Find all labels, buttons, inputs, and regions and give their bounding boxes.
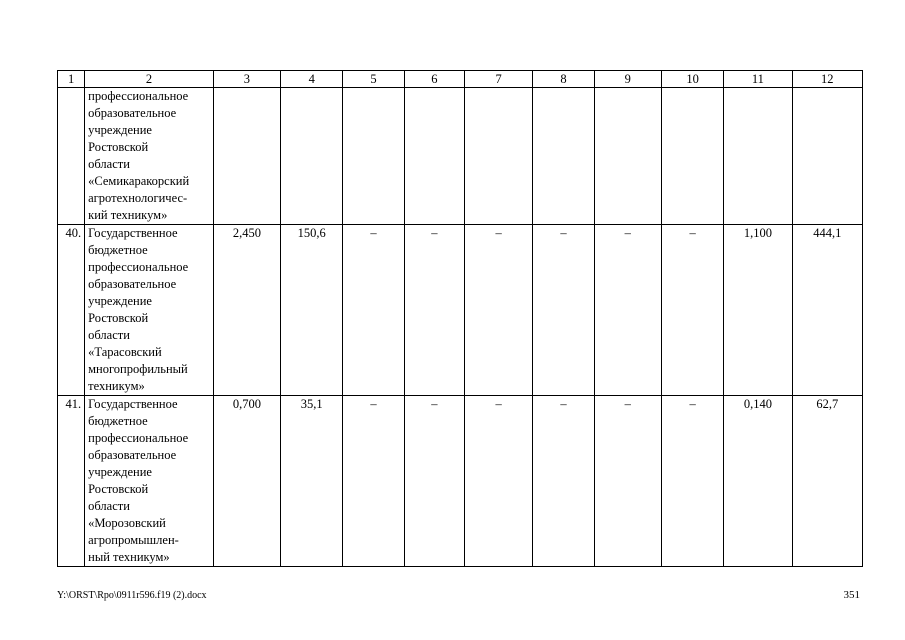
header-cell: 7 [464, 71, 532, 88]
value-cell: 2,450 [213, 225, 280, 396]
value-cell: – [533, 396, 594, 567]
value-cell: – [594, 225, 661, 396]
value-cell [404, 88, 464, 225]
footer-file-path: Y:\ORST\Rpo\0911r596.f19 (2).docx [57, 590, 207, 601]
value-cell: – [343, 396, 404, 567]
institution-name: Государственное бюджетное профессиональное образовательное учреждение Ростовской области «Морозовский агропромышлен- ный техникум» [85, 396, 214, 567]
institution-name: профессиональное образовательное учреждение Ростовской области «Семикаракорский агротехнологичес- кий техникум» [85, 88, 214, 225]
value-cell [661, 88, 723, 225]
value-cell [464, 88, 532, 225]
header-cell: 3 [213, 71, 280, 88]
value-cell: 444,1 [792, 225, 862, 396]
value-cell [724, 88, 792, 225]
table-header-row [58, 71, 863, 88]
row-number: 41. [58, 396, 85, 567]
value-cell [792, 88, 862, 225]
row-number: 40. [58, 225, 85, 396]
value-cell: – [533, 225, 594, 396]
value-cell [213, 88, 280, 225]
table-row [58, 225, 863, 396]
table-row [58, 396, 863, 567]
header-cell: 1 [58, 71, 85, 88]
header-cell: 5 [343, 71, 404, 88]
value-cell [594, 88, 661, 225]
header-cell: 2 [85, 71, 214, 88]
value-cell: 62,7 [792, 396, 862, 567]
header-cell: 4 [281, 71, 343, 88]
table-row [58, 88, 863, 225]
page-number: 351 [843, 589, 860, 601]
header-cell: 10 [661, 71, 723, 88]
value-cell: 1,100 [724, 225, 792, 396]
value-cell: 35,1 [281, 396, 343, 567]
value-cell: – [464, 396, 532, 567]
value-cell: – [464, 225, 532, 396]
institution-name: Государственное бюджетное профессиональное образовательное учреждение Ростовской области «Тарасовский многопрофильный техникум» [85, 225, 214, 396]
header-cell: 12 [792, 71, 862, 88]
header-cell: 9 [594, 71, 661, 88]
header-cell: 6 [404, 71, 464, 88]
value-cell: – [594, 396, 661, 567]
value-cell [281, 88, 343, 225]
header-cell: 8 [533, 71, 594, 88]
header-cell: 11 [724, 71, 792, 88]
row-number [58, 88, 85, 225]
value-cell: – [661, 225, 723, 396]
value-cell: 0,140 [724, 396, 792, 567]
value-cell: – [343, 225, 404, 396]
value-cell [343, 88, 404, 225]
value-cell: – [404, 396, 464, 567]
value-cell [533, 88, 594, 225]
value-cell: 150,6 [281, 225, 343, 396]
value-cell: – [404, 225, 464, 396]
value-cell: 0,700 [213, 396, 280, 567]
value-cell: – [661, 396, 723, 567]
data-table [57, 70, 863, 567]
